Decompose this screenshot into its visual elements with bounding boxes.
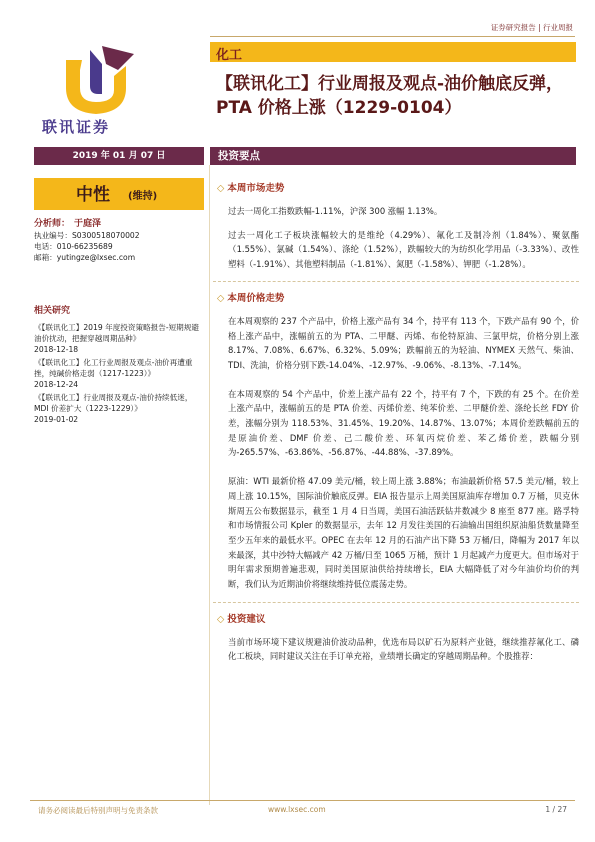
related-item-date: 2019-01-02 [34,415,79,424]
analyst-label: 分析师： [34,219,71,229]
report-type-tag: 证券研究报告 | 行业周报 [490,23,573,32]
paragraph: 原油：WTI 最新价格 47.09 美元/桶，较上周上涨 3.88%；布油最新价格 57.5 美元/桶，较上周上涨 10.15%，国际油价触底反弹。EIA 报告显示上周美国原油库存增加 0.7 万桶，贝克休斯周五公布数据显示，截至 1 月 4 日当周，美国石油活跃钻井数减少 8 座至 877 座。路孚特和市场情报公司 Kpler 的数据显示，去年 12 月发往美国的石油输出国组织原油船货数量降至至少五年来的最低水平。OPEC 在去年 12 月的石油产出下降 53 万桶/日，降幅为 2017 年以来最深，其中沙特大幅减产 42 万桶/日至 1065 万桶，预计 1 月起减产力度更大。但市场对于明年需求预期普遍悲观，同时美国原油供给持续增长，EIA 大幅降低了对今年油价均价的判断，我们认为近期油价将继续维持低位震荡走势。 [228,476,579,590]
sector-label: 化工 [216,48,243,63]
related-item[interactable] [34,322,204,355]
rating-box [34,178,204,210]
footer-divider [30,800,575,801]
paragraph: 当前市场环境下建议规避油价波动品种，优选布局以矿石为原料产业链，继续推荐氟化工、磷化工板块，同时建议关注在手订单充裕，业绩增长确定的穿越周期品种。个股推荐： [228,636,579,662]
diamond-icon: ◇ [217,183,225,194]
analyst-name: 于庭泽 [74,219,102,229]
rating-main: 中性 [76,185,110,205]
section-divider [213,602,579,603]
report-title: 【联讯化工】行业周报及观点-油价触底反弹，PTA 价格上涨（1229-0104） [216,74,564,118]
related-item-title: 《【联讯化工】行业周报及观点-油价持续低迷，MDI 价差扩大（1223-1229）》 [34,393,193,413]
related-item[interactable] [34,392,204,425]
paragraph: 过去一周化工指数跌幅-1.11%，沪深 300 涨幅 1.13%。 [228,206,443,216]
sidebar [34,218,204,427]
rating-sub: (维持) [128,191,158,202]
related-item-date: 2018-12-24 [34,380,79,389]
footer-disclaimer[interactable]: 请务必阅读最后特别声明与免责条款 [38,806,158,815]
related-item-title: 《【联讯化工】化工行业周报及观点-油价再遭重挫，纯碱价格走弱（1217-1223）》 [34,358,193,378]
section-divider [213,281,579,282]
analyst-phone: 电话：010-66235689 [34,242,113,251]
section-bar [210,147,576,165]
analyst-email[interactable]: 邮箱：yutingze@lxsec.com [34,253,136,262]
section-heading: ◇ 本周价格走势 [217,292,285,304]
paragraph: 过去一周化工子板块涨幅较大的是维纶（4.29%）、氟化工及制冷剂（1.84%）、聚氨酯（1.55%）、氯碱（1.54%）、涤纶（1.52%），跌幅较大的为纺织化学用品（-3.33%）、改性塑料（-1.91%）、其他塑料制品（-1.81%）、氮肥（-1.58%）、钾肥（-1.28%）。 [228,229,579,270]
analyst-license: 执业编号：S0300518070002 [34,231,140,240]
section-heading: ◇ 本周市场走势 [217,183,285,194]
section-title: 投资要点 [218,150,260,162]
related-research-title: 相关研究 [34,306,71,316]
related-item[interactable] [34,357,204,390]
diamond-icon: ◇ [217,613,225,625]
related-item-title: 《【联讯化工】2019 年度投资策略报告-短期规避油价扰动，把握穿越周期品种》 [34,323,199,343]
logo-text: 联讯证券 [42,118,111,136]
header-divider [210,36,575,37]
diamond-icon: ◇ [217,292,225,304]
related-item-date: 2018-12-18 [34,345,79,354]
column-divider [209,165,210,805]
paragraph: 在本周观察的 237 个产品中，价格上涨产品有 34 个，持平有 113 个，下跌产品有 90 个，价格上涨产品中，涨幅前五的为 PTA、二甲醚、丙烯、布伦特原油、三氯甲烷，价格分别上涨 8.17%、7.08%、6.67%、6.32%、5.09%；跌幅前五的为轻油、NYMEX 天然气、柴油、TDI、洗油，价格分别下跌-14.04%、-12.97%、-9.06%、-8.13%、-7.14%。 [228,315,579,370]
page-number: 1 / 27 [545,805,567,814]
section-heading: ◇ 投资建议 [217,613,266,625]
sector-bar [210,42,576,62]
paragraph: 在本周观察的 54 个产品中，价差上涨产品有 22 个，持平有 7 个，下跌的有 25 个。在价差上涨产品中，涨幅前五的是 PTA 价差、丙烯价差、纯苯价差、二甲醚价差、涤纶长丝 FDY 价差，涨幅分别为 118.53%、31.45%、19.20%、14.87%、13.07%；本周价差跌幅前五的是原油价差、DMF 价差、己二酸价差、环氧丙烷价差、苯乙烯价差，跌幅分别为-265.57%、-63.86%、-56.87%、-44.88%、-37.89%。 [228,388,579,458]
main-content [213,180,579,673]
report-date: 2019 年 01 月 07 日 [34,147,204,165]
footer-url[interactable]: www.lxsec.com [268,805,326,814]
